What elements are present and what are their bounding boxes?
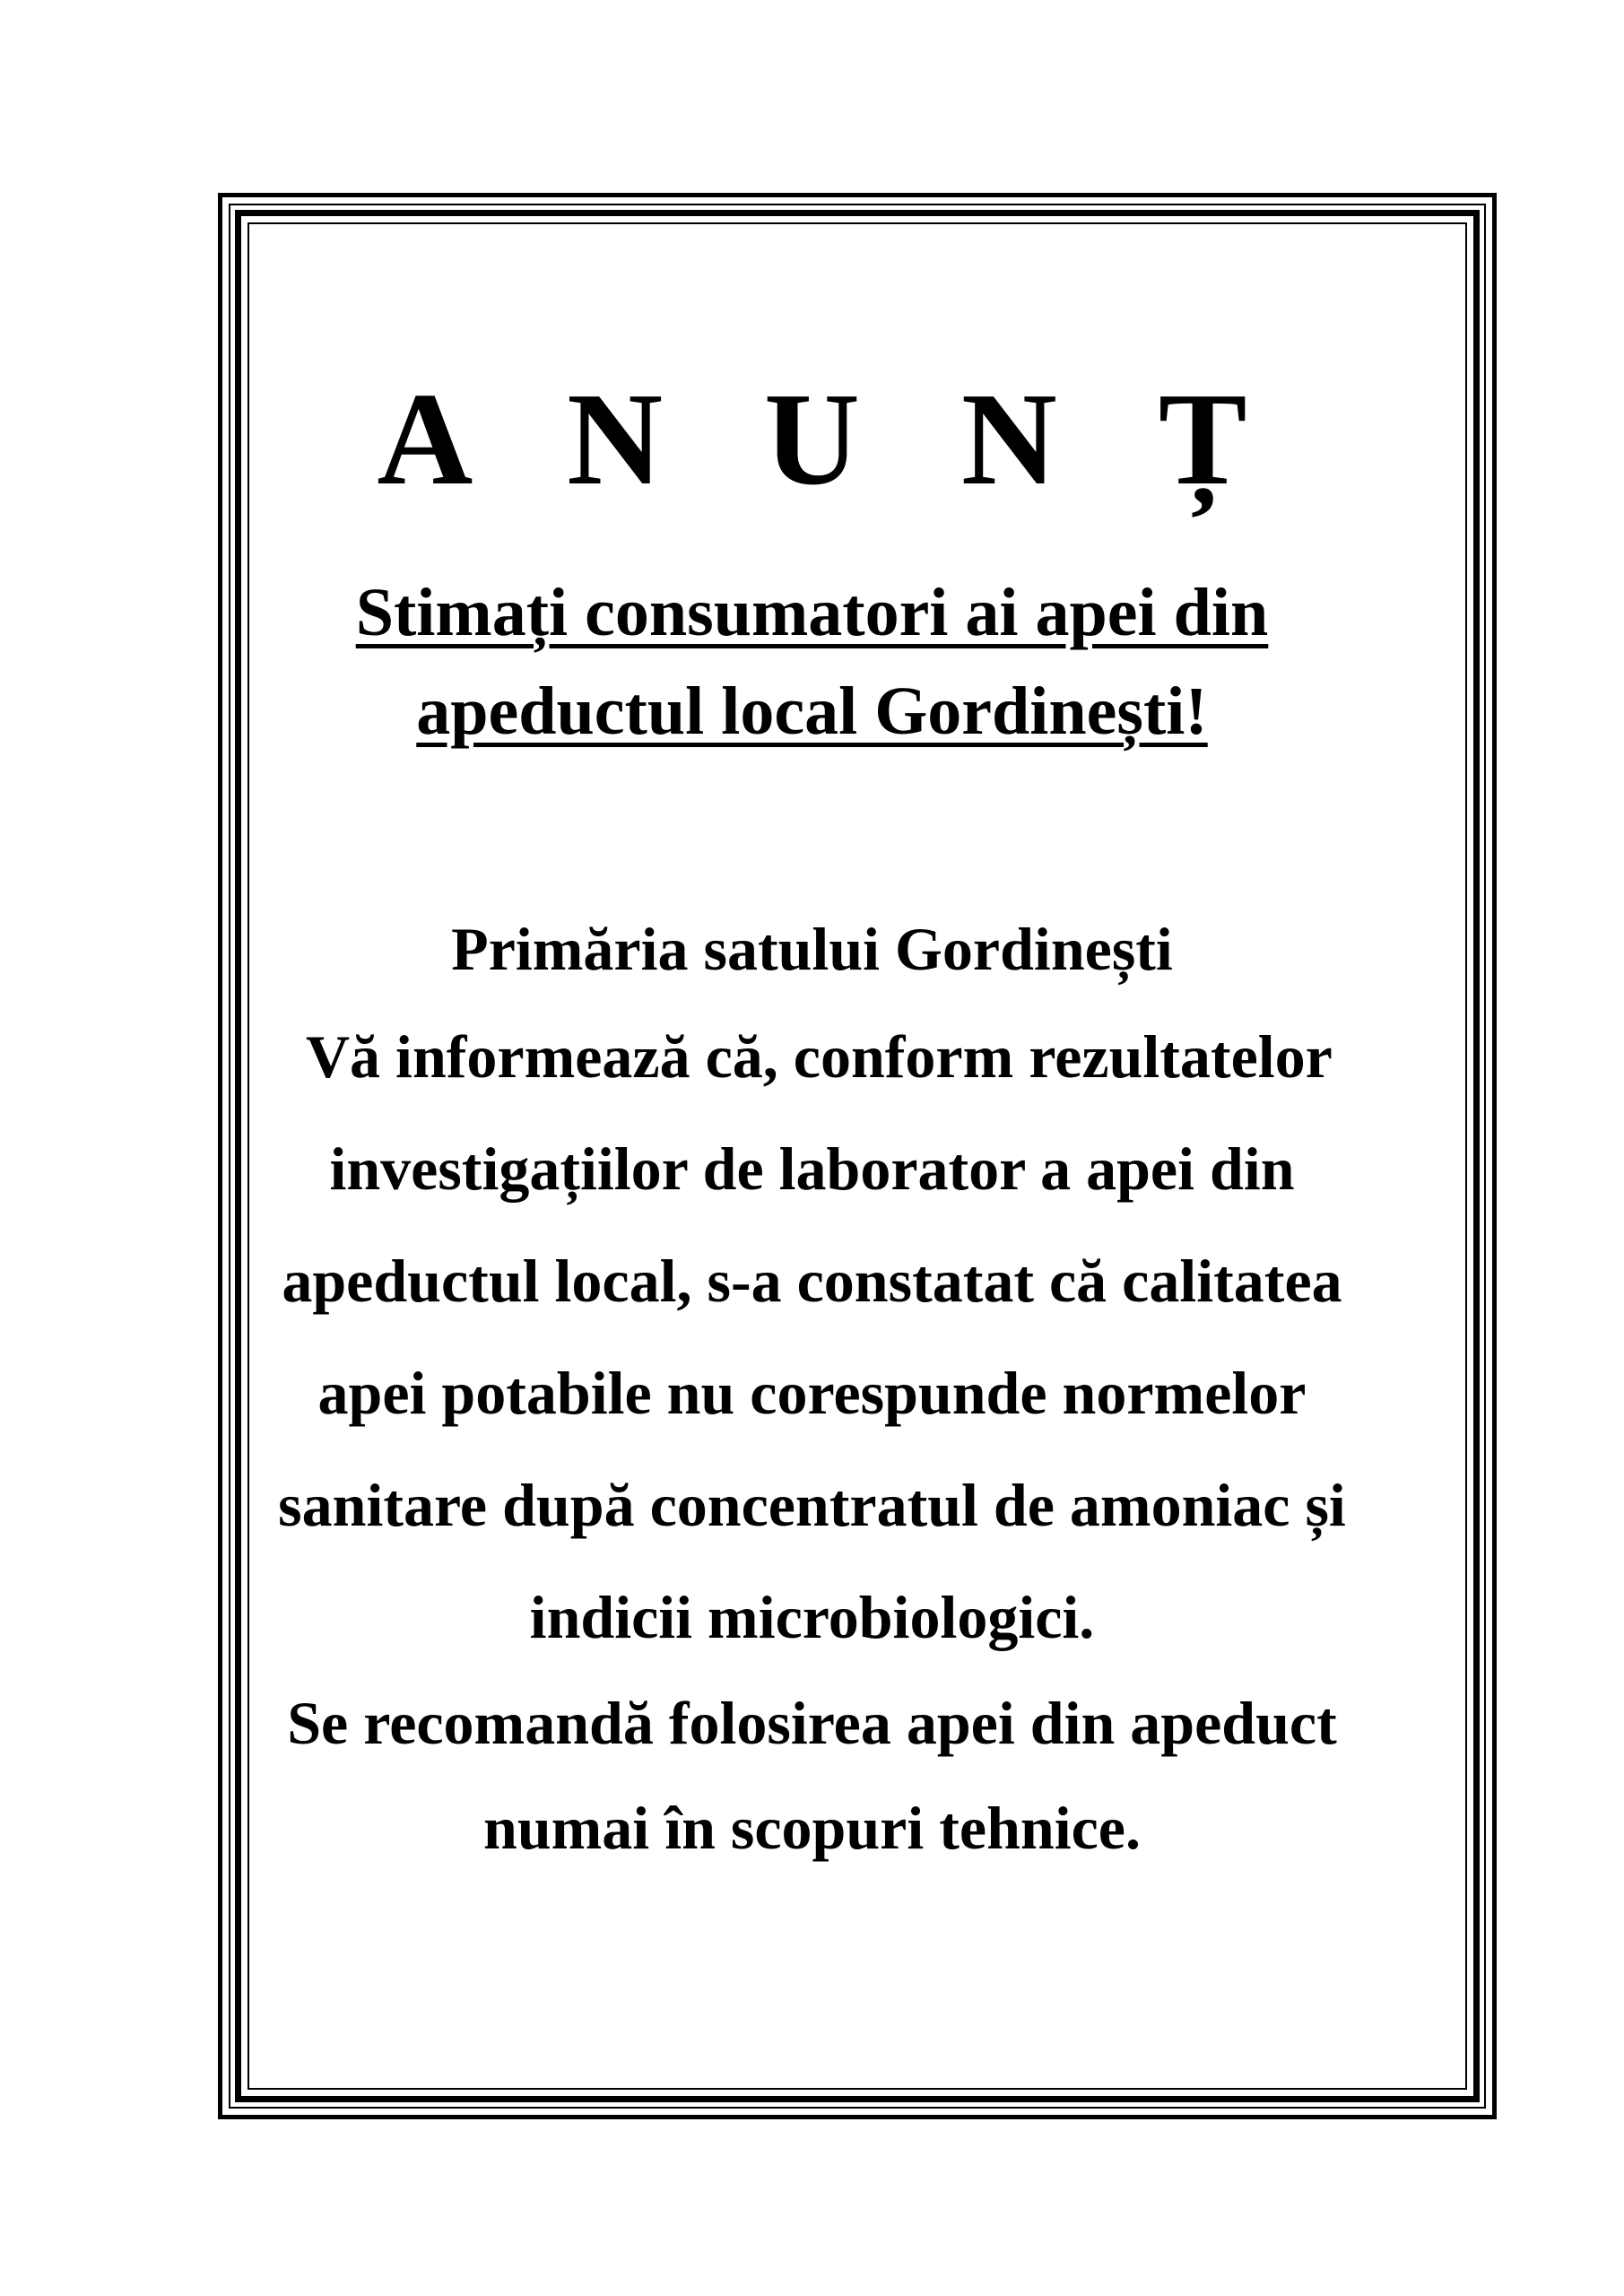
subtitle-line: Stimați consumatori ai apei din — [355, 575, 1269, 650]
body-line: sanitare după concentratul de amoniac și — [278, 1471, 1346, 1539]
body-line: indicii microbiologici. — [529, 1583, 1095, 1651]
notice-subtitle — [0, 563, 1624, 761]
notice-sender: Primăria satului Gordinești — [451, 915, 1173, 983]
notice-body — [0, 1001, 1624, 1884]
body-line: Vă informează că, conform rezultatelor — [291, 1022, 1333, 1091]
notice-title: A N U N Ț — [377, 366, 1281, 513]
body-line: numai în scopuri tehnice. — [483, 1794, 1141, 1862]
body-line: investigațiilor de laborator a apei din — [329, 1135, 1295, 1203]
subtitle-line: apeductul local Gordinești! — [416, 674, 1208, 749]
body-line: apeductul local, s-a constatat că calitatea — [282, 1247, 1342, 1315]
body-line: Se recomandă folosirea apei din apeduct — [287, 1689, 1337, 1757]
body-line: apei potabile nu corespunde normelor — [317, 1359, 1307, 1427]
